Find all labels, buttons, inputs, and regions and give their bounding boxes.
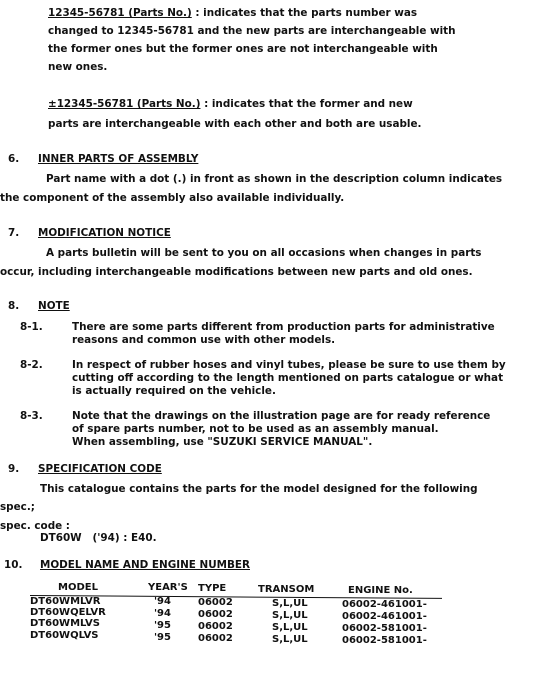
row-3-model: DT60WMLVS xyxy=(30,618,100,629)
header-type: TYPE xyxy=(198,583,227,594)
row-3-engine: 06002-581001- xyxy=(342,623,427,634)
header-engine-no: ENGINE No. xyxy=(348,585,413,596)
section-9-heading xyxy=(8,462,162,476)
second-line-2: parts are interchangeable with each other and both are usable. xyxy=(48,118,422,130)
note-8-2-line-3: is actually required on the vehicle. xyxy=(72,385,276,397)
row-2-transom: S,L,UL xyxy=(272,610,308,621)
second-code: ±12345-56781 (Parts No.) xyxy=(48,98,201,110)
row-2-year: '94 xyxy=(154,608,171,619)
first-line-3: the former ones but the former ones are not interchangeable with xyxy=(48,43,438,55)
header-transom: TRANSOM xyxy=(258,584,315,595)
first-code: 12345-56781 (Parts No.) xyxy=(48,7,192,19)
section-9-number: 9. xyxy=(8,463,20,475)
note-8-3-line-3: When assembling, use "SUZUKI SERVICE MANUAL". xyxy=(72,436,373,448)
section-8-number: 8. xyxy=(8,300,20,312)
section-10-heading xyxy=(4,558,250,572)
section-9-line-2: spec.; xyxy=(0,501,35,513)
section-7-line-2: occur, including interchangeable modifications between new parts and old ones. xyxy=(0,266,473,278)
row-1-engine: 06002-461001- xyxy=(342,599,427,610)
section-10-title: MODEL NAME AND ENGINE NUMBER xyxy=(40,559,250,571)
row-2-engine: 06002-461001- xyxy=(342,611,427,622)
section-9-title: SPECIFICATION CODE xyxy=(38,463,162,475)
note-8-3-number: 8-3. xyxy=(20,410,43,422)
section-8-title: NOTE xyxy=(38,300,70,312)
first-line-4: new ones. xyxy=(48,61,108,73)
section-7-heading xyxy=(8,226,171,240)
note-8-2-line-1: In respect of rubber hoses and vinyl tubes, please be sure to use them by xyxy=(72,359,506,371)
first-line-2: changed to 12345-56781 and the new parts are interchangeable with xyxy=(48,25,456,37)
note-8-1-line-2: reasons and common use with other models. xyxy=(72,334,336,346)
note-first xyxy=(48,6,417,20)
second-line-1: : indicates that the former and new xyxy=(200,98,413,110)
row-1-type: 06002 xyxy=(198,597,233,608)
section-7-line-1: A parts bulletin will be sent to you on all occasions when changes in parts xyxy=(46,247,482,259)
note-8-1-line-1: There are some parts different from production parts for administrative xyxy=(72,321,495,333)
note-second xyxy=(48,97,413,111)
section-6-title: INNER PARTS OF ASSEMBLY xyxy=(38,153,199,165)
section-7-number: 7. xyxy=(8,227,20,239)
section-8-heading xyxy=(8,299,70,313)
row-3-type: 06002 xyxy=(198,621,233,632)
row-1-year: '94 xyxy=(154,596,171,607)
header-model: MODEL xyxy=(58,582,98,593)
row-4-year: '95 xyxy=(154,632,171,643)
spec-code-label: spec. code : xyxy=(0,520,70,532)
section-6-line-2: the component of the assembly also available individually. xyxy=(0,192,345,204)
section-6-number: 6. xyxy=(8,153,20,165)
note-8-1-number: 8-1. xyxy=(20,321,43,333)
row-1-model: DT60WMLVR xyxy=(30,596,101,607)
note-8-2-line-2: cutting off according to the length mentioned on parts catalogue or what xyxy=(72,372,504,384)
row-4-model: DT60WQLVS xyxy=(30,630,99,641)
note-8-2-number: 8-2. xyxy=(20,359,43,371)
section-6-line-1: Part name with a dot (.) in front as shown in the description column indicates xyxy=(46,173,503,185)
row-1-transom: S,L,UL xyxy=(272,598,308,609)
note-8-3-line-2: of spare parts number, not to be used as an assembly manual. xyxy=(72,423,439,435)
section-10-number: 10. xyxy=(4,559,23,571)
header-years: YEAR'S xyxy=(148,582,188,593)
spec-code-value: DT60W ('94) : E40. xyxy=(40,532,157,544)
row-4-transom: S,L,UL xyxy=(272,634,308,645)
first-line-1: : indicates that the parts number was xyxy=(191,7,418,19)
row-4-engine: 06002-581001- xyxy=(342,635,427,646)
section-7-title: MODIFICATION NOTICE xyxy=(38,227,171,239)
section-9-line-1: This catalogue contains the parts for the model designed for the following xyxy=(40,483,478,495)
row-3-transom: S,L,UL xyxy=(272,622,308,633)
section-6-heading xyxy=(8,152,199,166)
note-8-3-line-1: Note that the drawings on the illustration page are for ready reference xyxy=(72,410,491,422)
row-3-year: '95 xyxy=(154,620,171,631)
row-4-type: 06002 xyxy=(198,633,233,644)
row-2-type: 06002 xyxy=(198,609,233,620)
row-2-model: DT60WQELVR xyxy=(30,607,106,618)
